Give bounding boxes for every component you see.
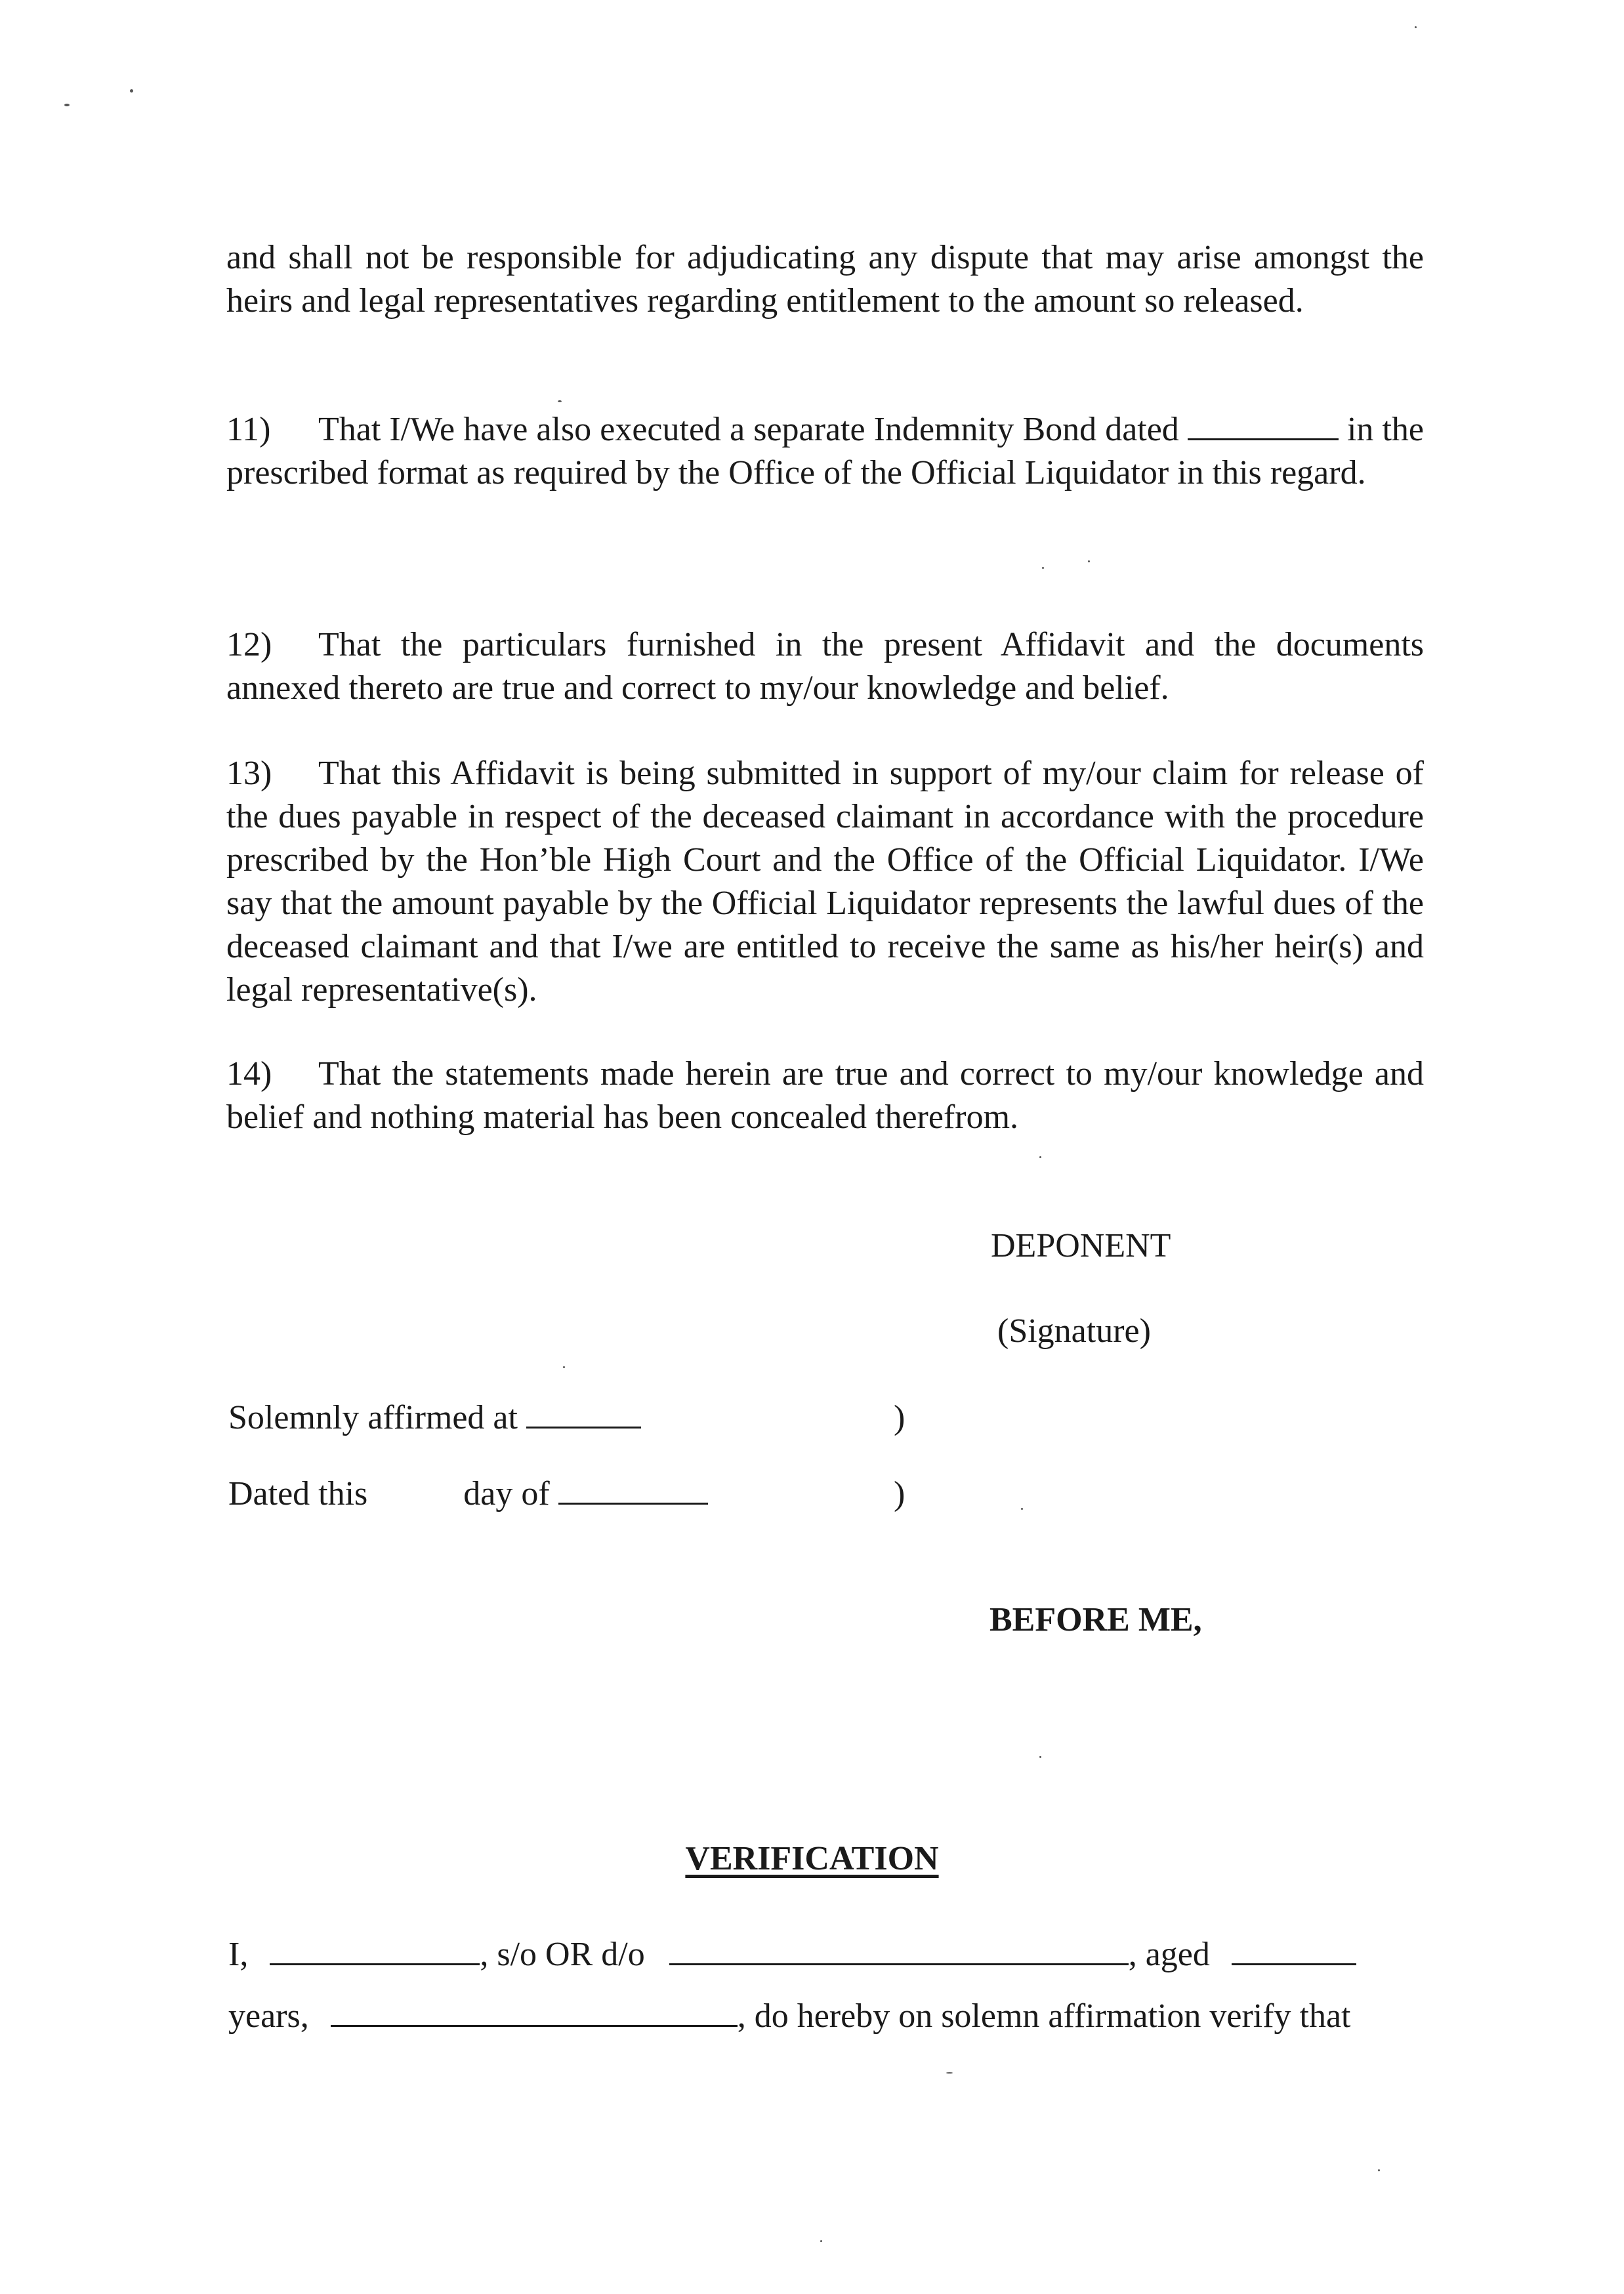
aged-label: , aged (1128, 1936, 1210, 1973)
address-blank[interactable] (331, 1996, 738, 2027)
verification-line-2 (228, 1995, 1351, 2038)
i-label: I, (228, 1936, 249, 1973)
scan-speck (1378, 2169, 1380, 2171)
scan-speck (130, 89, 133, 93)
intro-text: and shall not be responsible for adjudicating any dispute that may arise amongst the heirs and legal representatives regarding entitlement to the amount so released. (226, 239, 1424, 320)
paragraph-11-text: That I/We have also executed a separate Indemnity Bond dated (318, 411, 1179, 448)
dated-row (228, 1472, 708, 1516)
scan-speck (1039, 1756, 1041, 1758)
paragraph-11-text-continued: in the prescribed format as required by the Office of the Official Liquidator in this regard. (226, 411, 1425, 491)
scan-speck (1042, 567, 1044, 569)
closing-bracket: ) (894, 1399, 906, 1436)
age-blank[interactable] (1232, 1934, 1356, 1965)
paragraph-14 (226, 1053, 1424, 1139)
paragraph-12-text: That the particulars furnished in the present Affidavit and the documents annexed thereto are true and correct to my/our knowledge and belief. (226, 626, 1424, 707)
affirm-text: , do hereby on solemn affirmation verify that (737, 1997, 1351, 2035)
deponent-label: DEPONENT (991, 1227, 1171, 1264)
paragraph-13 (226, 752, 1424, 1012)
solemnly-affirmed-label: Solemnly affirmed at (228, 1399, 518, 1436)
paragraph-11 (226, 408, 1424, 495)
paragraph-12 (226, 623, 1424, 710)
dated-month-blank[interactable] (558, 1474, 708, 1505)
years-label: years, (228, 1997, 309, 2035)
scan-speck (1415, 26, 1417, 28)
paragraph-14-text: That the statements made herein are true and correct to my/our knowledge and belief and nothing material has been concealed therefrom. (226, 1055, 1424, 1136)
name-blank[interactable] (270, 1934, 480, 1965)
scan-speck (563, 1366, 565, 1368)
scan-speck (64, 104, 70, 106)
solemnly-affirmed-row (228, 1396, 641, 1440)
paragraph-13-text: That this Affidavit is being submitted in support of my/our claim for release of the dues payable in respect of the deceased claimant in accordance with the procedure prescribed by the Hon’ble High Court and the Office of the Official Liquidator. I/We say that the amount payable by the Official Liquidator represents the lawful dues of the deceased claimant and that I/we are entitled to receive the same as his/her heir(s) and legal representative(s). (226, 755, 1424, 1009)
scan-speck (946, 2072, 953, 2074)
paragraph-number: 13) (226, 755, 272, 792)
closing-bracket: ) (894, 1475, 906, 1512)
so-do-label: , s/o OR d/o (480, 1936, 645, 1973)
dated-this-label: Dated this (228, 1475, 368, 1512)
paragraph-number: 11) (226, 411, 271, 448)
indemnity-date-blank[interactable] (1188, 409, 1339, 440)
paragraph-number: 12) (226, 626, 272, 663)
scan-speck (558, 400, 562, 402)
scan-speck (1039, 1156, 1041, 1158)
affirmed-place-blank[interactable] (526, 1398, 641, 1429)
scan-speck (1021, 1508, 1023, 1510)
parent-name-blank[interactable] (669, 1934, 1129, 1965)
signature-label: (Signature) (997, 1312, 1151, 1350)
verification-line-1 (228, 1933, 1356, 1976)
intro-paragraph (226, 236, 1424, 323)
verification-heading: VERIFICATION (685, 1840, 939, 1877)
scan-speck (1088, 560, 1090, 562)
before-me-label: BEFORE ME, (989, 1601, 1202, 1638)
paragraph-number: 14) (226, 1055, 272, 1093)
day-of-label: day of (463, 1475, 550, 1512)
scan-speck (820, 2240, 822, 2242)
